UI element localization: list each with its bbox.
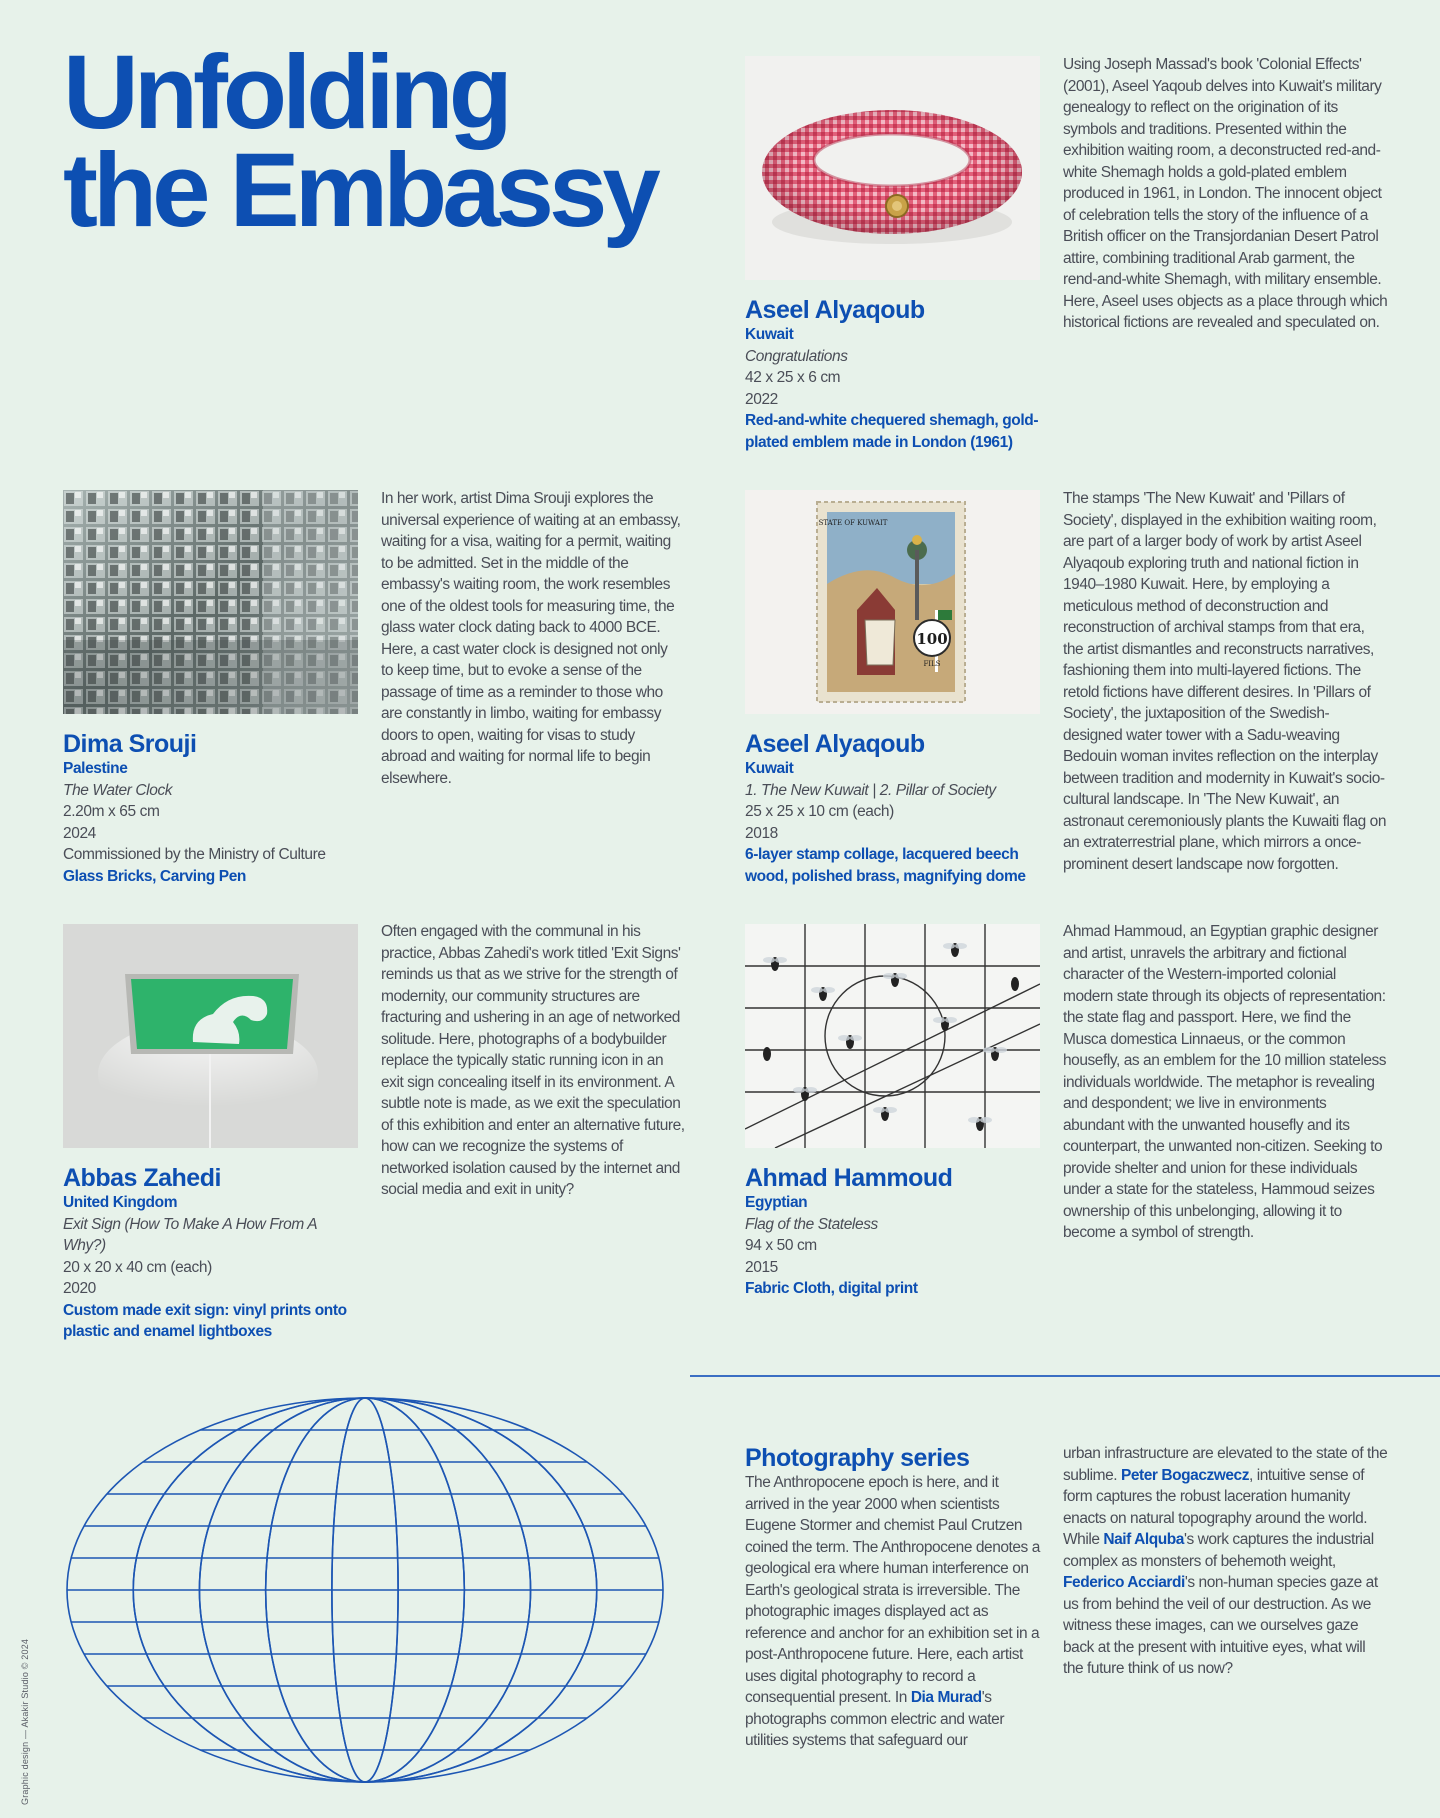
artwork-medium: Fabric Cloth, digital print: [745, 1280, 918, 1297]
section-divider: [690, 1375, 1440, 1377]
artwork-caption: [745, 1192, 1045, 1300]
stamp-currency: FILS: [923, 660, 941, 668]
artist-peter-bogaczwecz: Peter Bogaczwecz: [1120, 1466, 1250, 1484]
photography-col2-text-b: , intuitive sense of form captures the robust laceration humanity enacts on natural topography around the world. While: [1063, 1466, 1368, 1548]
artwork-year: 2015: [745, 1258, 778, 1276]
artist-country: Kuwait: [745, 760, 794, 777]
artwork-image-stamp: [745, 490, 1040, 714]
globe-grid-illustration: [60, 1390, 670, 1790]
stamp-country-text: STATE OF KUWAIT: [818, 519, 888, 527]
artwork-year: 2024: [63, 824, 96, 842]
artist-country: United Kingdom: [63, 1194, 178, 1211]
artwork-image-water-clock: [63, 490, 358, 714]
artwork-medium: Glass Bricks, Carving Pen: [63, 867, 246, 885]
artist-name: Aseel Alyaqoub: [745, 296, 925, 324]
page-title: [63, 34, 656, 249]
stamp-illustration: [745, 490, 1040, 714]
artwork-dimensions: 42 x 25 x 6 cm: [745, 369, 841, 386]
stamp-value: 100: [916, 630, 948, 648]
artist-name: Abbas Zahedi: [63, 1164, 221, 1192]
artwork-caption: [745, 758, 1055, 887]
glass-bricks-illustration: [63, 490, 358, 714]
artwork-caption: [745, 324, 1045, 453]
artwork-description: The stamps 'The New Kuwait' and 'Pillars of Society', displayed in the exhibition waiting room, are part of a larger body of work by artist Aseel Alyaqoub exploring truth and national fiction in 1940–1980 Kuwait. Here, by employing a meticulous method of deconstruction and reconstruction of archival stamps from that era, the artist dismantles and reconstructs narratives, fashioning them into multi-layered fictions. The retold fictions have different desires. In 'Pillars of Society', the juxtaposition of the Swedish-designed water tower with a Sadu-weaving Bedouin woman invites reflection on the interplay between tradition and modernity in Kuwait's socio-cultural landscape. In 'The New Kuwait', an astronaut ceremoniously plants the Kuwaiti flag on an extraterrestrial plane, which mirrors a once-prominent desert landscape now forgotten.: [1063, 490, 1387, 873]
artwork-title: 1. The New Kuwait | 2. Pillar of Society: [745, 781, 996, 799]
photography-col1-text: The Anthropocene epoch is here, and it arrived in the year 2000 when scientists Eugene Stormer and chemist Paul Crutzen coined the term. The Anthropocene denotes a geological era where human interference on Earth's geological strata is irreversible. The photographic images displayed act as reference and anchor for an exhibition set in a post-Anthropocene future. Here, each artist uses digital photography to record a consequential present. In: [745, 1474, 1040, 1706]
artist-country: Egyptian: [745, 1194, 808, 1211]
artwork-medium: Red-and-white chequered shemagh, gold-plated emblem made in London (1961): [745, 412, 1039, 451]
artwork-image-congratulations: [745, 56, 1040, 280]
artwork-description: Using Joseph Massad's book 'Colonial Effects' (2001), Aseel Yaqoub delves into Kuwait's military genealogy to reflect on the origination of its symbols and traditions. Presented within the exhibition waiting room, a deconstructed red-and-white Shemagh holds a gold-plated emblem produced in 1961, in London. The innocent object of celebration tells the story of the influence of a British officer on the Transjordanian Desert Patrol attire, combining traditional Arab garment, the rend-and-white Shemagh, with military ensemble. Here, Aseel uses objects as a place through which historical fictions are revealed and speculated on.: [1063, 56, 1388, 331]
title-line-1: Unfolding: [63, 34, 508, 151]
artwork-commission: Commissioned by the Ministry of Culture: [63, 846, 326, 863]
artist-name: Ahmad Hammoud: [745, 1164, 953, 1192]
artist-dia-murad: Dia Murad: [910, 1689, 982, 1706]
artwork-year: 2022: [745, 390, 778, 408]
artist-country: Kuwait: [745, 326, 794, 343]
artwork-image-exit-sign: [63, 924, 358, 1148]
photography-series-title: Photography series: [745, 1444, 970, 1472]
artwork-title: Congratulations: [745, 347, 848, 365]
artist-country: Palestine: [63, 760, 128, 777]
shemagh-ring-illustration: [745, 56, 1040, 280]
artwork-title: The Water Clock: [63, 781, 173, 799]
artwork-title: Exit Sign (How To Make A How From A Why?): [63, 1215, 317, 1254]
artwork-dimensions: 94 x 50 cm: [745, 1237, 817, 1254]
artist-federico-acciardi: Federico Acciardi: [1063, 1574, 1185, 1591]
photography-col2-text-d: 's non-human species gaze at us from behind the veil of our destruction. As we witness these images, can we ourselves gaze back at the present with intuitive eyes, what will the future think of us now?: [1063, 1574, 1378, 1677]
artwork-caption: [63, 758, 363, 887]
photography-col1-end: 's photographs common electric and water utilities systems that safeguard our: [745, 1689, 1005, 1749]
exit-sign-lightbox-illustration: [63, 924, 358, 1148]
artwork-medium: 6-layer stamp collage, lacquered beech wood, polished brass, magnifying dome: [745, 846, 1026, 885]
artwork-dimensions: 25 x 25 x 10 cm (each): [745, 803, 894, 820]
artwork-description: Ahmad Hammoud, an Egyptian graphic designer and artist, unravels the arbitrary and fictional character of the Western-imported colonial modern state through its objects of representation: the state flag and passport. Here, we find the Musca domestica Linnaeus, or the common housefly, as an emblem for the 10 million stateless individuals worldwide. The metaphor is revealing and despondent; we live in environments abundant with the unwanted housefly and its counterpart, the unwanted non-citizen. Seeking to provide shelter and union for these individuals under a state for the stateless, Hammoud seizes ownership of this unbelonging, allowing it to become a symbol of strength.: [1063, 923, 1387, 1241]
artwork-dimensions: 2.20m x 65 cm: [63, 803, 160, 820]
artist-name: Dima Srouji: [63, 730, 197, 758]
photography-col2-text-c: 's work captures the industrial complex as monsters of behemoth weight,: [1063, 1531, 1374, 1570]
photography-series-text-col2: [1063, 1443, 1388, 1680]
photography-series-text-col1: [745, 1472, 1045, 1752]
artwork-dimensions: 20 x 20 x 40 cm (each): [63, 1258, 212, 1276]
artist-name: Aseel Alyaqoub: [745, 730, 925, 758]
artwork-image-flag-of-the-stateless: [745, 924, 1040, 1148]
artwork-medium: Custom made exit sign: vinyl prints onto plastic and enamel lightboxes: [63, 1301, 347, 1340]
artwork-year: 2018: [745, 824, 778, 842]
housefly-flag-illustration: [745, 924, 1040, 1148]
artwork-description: In her work, artist Dima Srouji explores the universal experience of waiting at an embassy, waiting for a visa, waiting for a permit, waiting to be admitted. Set in the middle of the embassy's waiting room, the work resembles one of the oldest tools for measuring time, the glass water clock dating back to 4000 BCE. Here, a cast water clock is designed not only to keep time, but to evoke a sense of the passage of time as a reminder to those who are constantly in limbo, waiting for embassy doors to open, waiting for visas to study abroad and waiting for normal life to begin elsewhere.: [381, 490, 681, 787]
artwork-year: 2020: [63, 1280, 96, 1297]
design-credit: Graphic design — Akakir Studio © 2024: [20, 1638, 30, 1805]
artist-naif-alquba: Naif Alquba: [1103, 1531, 1184, 1548]
title-line-2: the Embassy: [63, 132, 656, 249]
artwork-description: Often engaged with the communal in his practice, Abbas Zahedi's work titled 'Exit Signs' reminds us that as we strive for the strength of modernity, our community structures are fracturing and ushering in an age of networked solitude. Here, photographs of a bodybuilder replace the typically static running icon in an exit sign concealing itself in its environment. A subtle note is made, as we exit the speculation of this exhibition and enter an alternative future, how can we recognize the systems of networked isolation caused by the internet and social media and exit in unity?: [381, 923, 685, 1198]
artwork-title: Flag of the Stateless: [745, 1215, 878, 1233]
photography-col2-text-a: urban infrastructure are elevated to the state of the sublime.: [1063, 1445, 1388, 1484]
artwork-caption: [63, 1192, 363, 1343]
